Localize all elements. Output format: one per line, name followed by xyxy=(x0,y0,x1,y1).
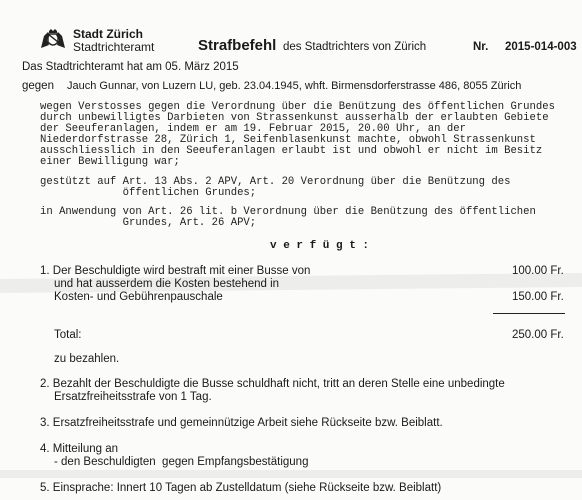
fine-amount: 100.00 Fr. xyxy=(512,265,564,277)
total-rule xyxy=(493,313,565,314)
offense-line: der Seeuferanlagen, indem er am 19. Februar 2015, 20.00 Uhr, an der xyxy=(40,123,466,135)
org-name: Stadt Zürich xyxy=(73,27,144,41)
case-number: 2015-014-003 xyxy=(505,41,577,53)
item-1-line: 1. Der Beschuldigte wird bestraft mit einer Busse von xyxy=(40,265,311,277)
defendant-details: Jauch Gunnar, von Luzern LU, geb. 23.04.1945, whft. Birmensdorferstrasse 486, 8055 Zürich xyxy=(67,80,522,92)
coat-of-arms-logo xyxy=(38,28,68,50)
legal-basis-line: öffentlichen Grundes; xyxy=(40,187,257,199)
total-label: Total: xyxy=(54,329,82,341)
document-title: Strafbefehl xyxy=(198,37,277,54)
item-2-line: Ersatzfreiheitsstrafe von 1 Tag. xyxy=(54,391,212,403)
document-subtitle: des Stadtrichters von Zürich xyxy=(283,41,427,53)
item-1-line: Kosten- und Gebührenpauschale xyxy=(54,291,223,303)
item-4-line: - den Beschuldigten gegen Empfangsbestätigung xyxy=(54,456,309,468)
applied-law-line: Grundes, Art. 26 APV; xyxy=(40,217,257,229)
item-2-line: 2. Bezahlt der Beschuldigte die Busse schuldhaft nicht, tritt an deren Stelle eine unbedingte xyxy=(40,378,505,390)
against-label: gegen xyxy=(22,80,54,92)
offense-line: einer Bewilligung war; xyxy=(40,156,180,168)
pay-line: zu bezahlen. xyxy=(54,353,120,365)
applied-law-line: in Anwendung von Art. 26 lit. b Verordnung über die Benützung des öffentlichen xyxy=(40,206,536,218)
offense-line: Niederdorfstrasse 28, Zürich 1, Seifenblasenkunst machte, obwohl Strassenkunst xyxy=(40,134,536,146)
intro-line: Das Stadtrichteramt hat am 05. März 2015 xyxy=(22,61,239,73)
item-4-line: 4. Mitteilung an xyxy=(40,443,118,455)
fee-amount: 150.00 Fr. xyxy=(512,291,564,303)
item-1-line: und hat ausserdem die Kosten bestehend in xyxy=(54,278,280,290)
paper-fold-shadow xyxy=(0,470,582,478)
legal-basis-line: gestützt auf Art. 13 Abs. 2 APV, Art. 20 Verordnung über die Benützung des xyxy=(40,176,511,188)
offense-line: ausschliesslich in den Seeuferanlagen erlaubt ist und obwohl er nicht im Besitz xyxy=(40,145,543,157)
org-department: Stadtrichteramt xyxy=(73,40,155,54)
decree-heading: v e r f ü g t : xyxy=(270,240,370,252)
total-amount: 250.00 Fr. xyxy=(512,329,564,341)
item-3-line: 3. Ersatzfreiheitsstrafe und gemeinnützige Arbeit siehe Rückseite bzw. Beiblatt. xyxy=(40,417,443,429)
offense-line: wegen Verstosses gegen die Verordnung über die Benützung des öffentlichen Grundes xyxy=(40,101,555,113)
offense-line: durch unbewilligtes Darbieten von Strassenkunst ausserhalb der erlaubten Gebiete xyxy=(40,112,549,124)
item-5-line: 5. Einsprache: Innert 10 Tagen ab Zustelldatum (siehe Rückseite bzw. Beiblatt) xyxy=(40,482,442,494)
number-label: Nr. xyxy=(473,41,489,53)
